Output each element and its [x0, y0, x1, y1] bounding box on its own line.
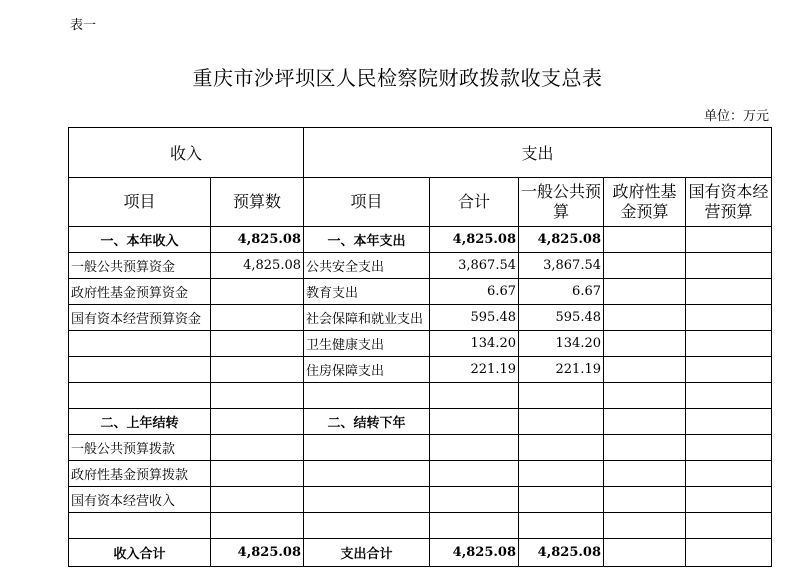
- expense-total-cell: 595.48: [430, 305, 519, 331]
- expense-total-value: 4,825.08: [430, 539, 519, 567]
- income-budget-cell: [211, 409, 304, 435]
- general-budget-cell: [519, 461, 604, 487]
- table-row: [69, 305, 772, 331]
- expense-total-cell: 6.67: [430, 279, 519, 305]
- income-item-cell: 一般公共预算拨款: [69, 435, 211, 461]
- income-budget-cell: 4,825.08: [211, 253, 304, 279]
- col-total: 合计: [430, 178, 519, 227]
- expense-item-cell: [304, 487, 430, 513]
- expense-total-label: 支出合计: [304, 539, 430, 567]
- expense-total-cell: 4,825.08: [430, 227, 519, 253]
- general-budget-cell: [519, 487, 604, 513]
- col-state-capital-budget: 国有资本经营预算: [686, 178, 772, 227]
- income-group-header: 收入: [69, 128, 304, 178]
- general-budget-cell: [519, 383, 604, 409]
- general-budget-cell: [519, 409, 604, 435]
- income-item-cell: 二、上年结转: [69, 409, 211, 435]
- state-capital-cell: [686, 383, 772, 409]
- gov-fund-cell: [604, 487, 686, 513]
- expense-total-cell: [430, 409, 519, 435]
- unit-label: 单位：万元: [703, 109, 769, 124]
- income-item-cell: 政府性基金预算拨款: [69, 461, 211, 487]
- state-capital-cell: [686, 513, 772, 539]
- income-budget-cell: 4,825.08: [211, 227, 304, 253]
- income-item-cell: [69, 331, 211, 357]
- gov-fund-cell: [604, 461, 686, 487]
- expense-item-cell: [304, 513, 430, 539]
- total-row: [69, 539, 772, 567]
- state-capital-cell: [686, 331, 772, 357]
- income-item-cell: 国有资本经营预算资金: [69, 305, 211, 331]
- general-budget-cell: 595.48: [519, 305, 604, 331]
- general-budget-cell: 4,825.08: [519, 227, 604, 253]
- general-budget-cell: 6.67: [519, 279, 604, 305]
- gov-fund-cell: [604, 513, 686, 539]
- income-budget-cell: [211, 513, 304, 539]
- expense-total-cell: [430, 461, 519, 487]
- expense-total-general: 4,825.08: [519, 539, 604, 567]
- expense-item-cell: 卫生健康支出: [304, 331, 430, 357]
- income-item-cell: 国有资本经营收入: [69, 487, 211, 513]
- general-budget-cell: 221.19: [519, 357, 604, 383]
- page-title: 重庆市沙坪坝区人民检察院财政拨款收支总表: [192, 66, 603, 90]
- expense-total-cell: [430, 487, 519, 513]
- expense-total-cell: 134.20: [430, 331, 519, 357]
- col-income-item: 项目: [69, 178, 211, 227]
- col-income-budget: 预算数: [211, 178, 304, 227]
- expense-total-cell: 3,867.54: [430, 253, 519, 279]
- col-expense-item: 项目: [304, 178, 430, 227]
- expense-item-cell: 二、结转下年: [304, 409, 430, 435]
- gov-fund-cell: [604, 227, 686, 253]
- income-item-cell: [69, 383, 211, 409]
- general-budget-cell: 134.20: [519, 331, 604, 357]
- gov-fund-cell: [604, 305, 686, 331]
- col-general-budget: 一般公共预算: [519, 178, 604, 227]
- table-row: [69, 461, 772, 487]
- expense-item-cell: 社会保障和就业支出: [304, 305, 430, 331]
- gov-fund-cell: [604, 435, 686, 461]
- income-item-cell: 一、本年收入: [69, 227, 211, 253]
- gov-fund-cell: [604, 331, 686, 357]
- income-item-cell: 政府性基金预算资金: [69, 279, 211, 305]
- table-row: [69, 383, 772, 409]
- state-capital-cell: [686, 435, 772, 461]
- table-row: [69, 279, 772, 305]
- gov-fund-cell: [604, 253, 686, 279]
- table-row: [69, 435, 772, 461]
- state-capital-cell: [686, 279, 772, 305]
- general-budget-cell: [519, 435, 604, 461]
- expense-total-cell: [430, 383, 519, 409]
- gov-fund-cell: [604, 279, 686, 305]
- header-row-groups: [69, 128, 772, 178]
- income-total-value: 4,825.08: [211, 539, 304, 567]
- budget-summary-table: [68, 127, 772, 567]
- expense-item-cell: 公共安全支出: [304, 253, 430, 279]
- table-row: [69, 487, 772, 513]
- income-budget-cell: [211, 383, 304, 409]
- expense-item-cell: 住房保障支出: [304, 357, 430, 383]
- income-budget-cell: [211, 305, 304, 331]
- expense-total-cell: [430, 513, 519, 539]
- expense-item-cell: [304, 461, 430, 487]
- general-budget-cell: [519, 513, 604, 539]
- state-capital-cell: [686, 305, 772, 331]
- gov-fund-cell: [604, 383, 686, 409]
- state-capital-cell: [686, 357, 772, 383]
- income-budget-cell: [211, 331, 304, 357]
- expense-item-cell: 一、本年支出: [304, 227, 430, 253]
- gov-fund-cell: [604, 409, 686, 435]
- state-capital-cell: [686, 487, 772, 513]
- income-item-cell: 一般公共预算资金: [69, 253, 211, 279]
- expense-item-cell: 教育支出: [304, 279, 430, 305]
- col-gov-fund-budget: 政府性基金预算: [604, 178, 686, 227]
- general-budget-cell: 3,867.54: [519, 253, 604, 279]
- gov-fund-cell: [604, 357, 686, 383]
- expense-total-cell: 221.19: [430, 357, 519, 383]
- income-budget-cell: [211, 487, 304, 513]
- table-number-label: 表一: [70, 18, 97, 33]
- expense-total-gov-fund: [604, 539, 686, 567]
- table-row: [69, 513, 772, 539]
- header-row-columns: [69, 178, 772, 227]
- state-capital-cell: [686, 461, 772, 487]
- income-item-cell: [69, 513, 211, 539]
- income-item-cell: [69, 357, 211, 383]
- state-capital-cell: [686, 227, 772, 253]
- expense-item-cell: [304, 435, 430, 461]
- income-budget-cell: [211, 357, 304, 383]
- table-row: [69, 253, 772, 279]
- income-budget-cell: [211, 279, 304, 305]
- table-row: [69, 331, 772, 357]
- income-total-label: 收入合计: [69, 539, 211, 567]
- table-row: [69, 357, 772, 383]
- income-budget-cell: [211, 435, 304, 461]
- state-capital-cell: [686, 253, 772, 279]
- expense-total-state-capital: [686, 539, 772, 567]
- income-budget-cell: [211, 461, 304, 487]
- expense-group-header: 支出: [304, 128, 772, 178]
- table-row: [69, 227, 772, 253]
- expense-total-cell: [430, 435, 519, 461]
- state-capital-cell: [686, 409, 772, 435]
- table-row: [69, 409, 772, 435]
- expense-item-cell: [304, 383, 430, 409]
